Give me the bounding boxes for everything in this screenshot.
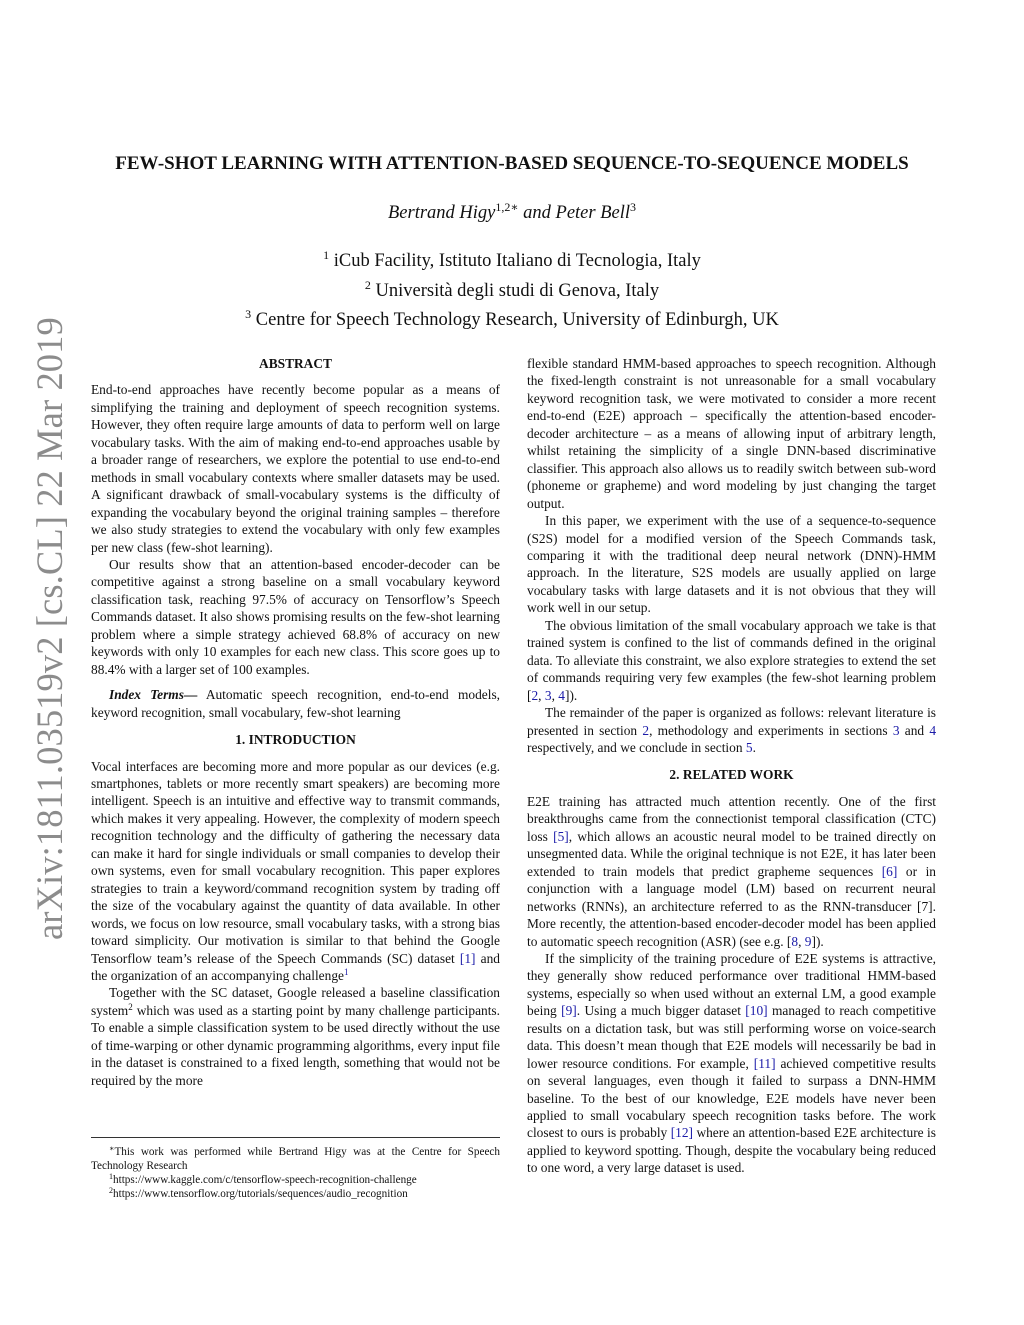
related-p1-text-c: or in conjunction with a language model (LM) based on recurrent neural networks (RNNs), an architecture referred to as the RNN-transducer (527, 863, 936, 914)
intro-p2-text-a: Together with the SC dataset, Google released a baseline classification system (91, 985, 500, 1018)
intro-p6-text-b: , methodology and experiments in sections (649, 722, 893, 738)
separator: , (538, 687, 545, 703)
citation-link[interactable]: [10] (745, 1003, 768, 1019)
intro-p6-text-c: and (899, 722, 930, 738)
section-link[interactable]: 2 (642, 722, 650, 738)
affiliations (0, 244, 1024, 333)
footnote-mark: 2 (128, 1001, 133, 1012)
intro-paragraph-4: In this paper, we experiment with the use of a sequence-to-sequence (S2S) model for a modified version of the Speech Commands task, comparing it with the traditional deep neural network (DNN)-HMM approach. In the literature, S2S models are usually applied on large vocabulary tasks with large datasets and it is not obvious that they will work well in our setup. (527, 513, 936, 616)
related-work-heading: 2. RELATED WORK (669, 767, 794, 783)
author-bell-marks: 3 (630, 200, 637, 214)
citation-link[interactable]: [5] (553, 828, 569, 844)
paper-title: FEW-SHOT LEARNING WITH ATTENTION-BASED SEQUENCE-TO-SEQUENCE MODELS (115, 153, 909, 174)
affiliation-2-text: Università degli studi di Genova, Italy (370, 280, 660, 301)
affiliation-1-mark: 1 (323, 248, 330, 262)
intro-p5-text-a: The obvious limitation of the small vocabulary approach we take is that trained system is confined to the list of commands defined in the original data. To alleviate this constraint, we also explore strategies to extend the set of commands requiring very few examples (the few-shot learning problem [ (527, 617, 936, 703)
intro-p1-text-a: Vocal interfaces are becoming more and more popular as our devices (e.g. smartphones, tablets or more recently smart speakers) are becoming more intelligent. Speech is an intuitive and effective way to transmit commands, which makes it very appealing. However, the complexity of modern speech recognition technology and the difficulty of gathering the necessary data can make it hard for single individuals or small companies to develop their own systems, even for small vocabulary recognition. This paper explores strategies to train a keyword/command recognition system by trading off the size of the vocabulary against the quantity of data available. In other words, we focus on low resource, small vocabulary tasks, with a strong bias toward simplicity. Our motivation is similar to that behind the Google Tensorflow team’s release of the Speech Commands (SC) dataset (91, 758, 500, 966)
footnotes (91, 1137, 500, 1201)
intro-p6-text-a: The remainder of the paper is organized as follows: relevant literature is presented in section (527, 705, 936, 738)
related-p2-text-e: where an attention-based E2E architecture is applied to keyword spotting. Though, despite the vocabulary being reduced to one word, a very large dataset is used. (527, 1125, 936, 1176)
left-column (91, 355, 500, 1089)
affiliation-1 (0, 244, 1024, 274)
citation-link[interactable]: 3 (544, 687, 552, 703)
intro-p5-text-b: ]). (564, 687, 578, 703)
section-link[interactable]: 5 (745, 739, 753, 755)
related-p1-text-a: E2E training has attracted much attention recently. One of the first breakthroughs came from the connectionist temporal classification (CTC) loss (527, 793, 936, 844)
footnote-1-url[interactable]: https://www.kaggle.com/c/tensorflow-speech-recognition-challenge (113, 1174, 417, 1186)
author-bell: Peter Bell (555, 203, 631, 223)
affiliation-3 (0, 303, 1024, 333)
author-line (0, 200, 1024, 224)
affiliation-2 (0, 274, 1024, 304)
citation-link[interactable]: 4 (558, 687, 565, 703)
citation-link[interactable]: 9 (804, 933, 812, 949)
right-column (527, 355, 936, 1177)
affiliation-3-text: Centre for Speech Technology Research, University of Edinburgh, UK (251, 310, 779, 330)
author-conjunction: and (518, 203, 556, 223)
related-p1-text-b: , which allows an acoustic neural model to be trained directly on unsegmented data. While the original technique is not E2E, it has later been extended to train models that predict grapheme sequences (527, 828, 936, 879)
related-p2-text-d: achieved competitive results on several languages, even though it failed to surpass a DNN-HMM baseline. To the best of our knowledge, E2E models have never been applied to small vocabulary speech recognition tasks before. The work closest to ours is probably (527, 1055, 936, 1141)
affiliation-1-text: iCub Facility, Istituto Italiano di Tecnologia, Italy (329, 251, 701, 271)
related-paragraph-1 (527, 793, 936, 950)
citation-link[interactable]: 2 (531, 687, 539, 703)
related-p2-text-c: managed to reach competitive results on a dictation task, but was still performing worse on voice-search data. This doesn’t mean though that E2E models will necessarily be bad in lower resource conditions. For example, (527, 1003, 936, 1071)
affiliation-2-mark: 2 (364, 277, 371, 292)
author-higy-marks: 1,2∗ (495, 200, 519, 214)
section-link[interactable]: 3 (892, 722, 900, 738)
footnote-star-text: This work was performed while Bertrand Higy was at the Centre for Speech Technology Research (91, 1146, 500, 1172)
abstract-paragraph-2: Our results show that an attention-based encoder-decoder can be competitive against a strong baseline on a small vocabulary keyword classification task, reaching 97.5% of accuracy on Tensorflow’s Speech Commands dataset. It also shows promising results on the few-shot learning problem where a simple strategy achieved 68.8% of accuracy on new keywords with only 10 examples for each new class. This score goes up to 88.4% with a larger set of 100 examples. (91, 556, 500, 677)
footnote-link[interactable]: 1 (343, 966, 349, 977)
citation-link[interactable]: [11] (753, 1055, 776, 1071)
intro-p6-text-d: respectively, and we conclude in section (527, 739, 746, 755)
intro-paragraph-1 (91, 758, 500, 985)
abstract-heading: ABSTRACT (259, 356, 332, 371)
author-higy: Bertrand Higy (387, 203, 496, 223)
index-terms-text: Automatic speech recognition, end-to-end models, keyword recognition, small vocabulary, few-shot learning (91, 687, 500, 720)
related-p2-text-a: If the simplicity of the training procedure of E2E systems is attractive, they generally show reduced performance over traditional HMM-based systems, especially so when used without an external LM, a good example being (527, 950, 936, 1019)
intro-p1-text-b: and the organization of an accompanying challenge (91, 950, 500, 983)
intro-p6-text-e: . (752, 739, 756, 755)
index-terms-label: Index Terms— (109, 687, 198, 703)
intro-paragraph-5 (527, 617, 936, 704)
related-p1-text-f: ]). (811, 933, 824, 949)
related-paragraph-2 (527, 950, 936, 1177)
footnote-2-mark: 2 (109, 1186, 113, 1195)
citation-link[interactable]: 8 (791, 933, 799, 949)
footnote-star-mark: ∗ (109, 1144, 115, 1153)
separator: , (551, 687, 559, 703)
introduction-heading: 1. INTRODUCTION (235, 732, 356, 748)
intro-paragraph-2 (91, 984, 500, 1089)
separator: , (798, 933, 805, 949)
abstract-paragraph-1: End-to-end approaches have recently become popular as a means of simplifying the training and deployment of speech recognition systems. However, they often require large amounts of data to perform well on large vocabulary tasks. With the aim of making end-to-end approaches usable by a broader range of researchers, we explore the potential to use end-to-end methods in small vocabulary contexts where smaller datasets may be used. A significant drawback of small-vocabulary systems is the difficulty of expanding the vocabulary beyond the original training samples – therefore we also study strategies to extend the vocabulary with only few examples per new class (few-shot learning). (91, 382, 500, 555)
section-link[interactable]: 4 (929, 722, 937, 738)
affiliation-3-mark: 3 (245, 307, 252, 321)
related-p1-text-d: . More recently, the attention-based encoder-decoder model has been applied to automatic speech recognition (ASR) (see e.g. [ (527, 898, 936, 949)
footnote-2 (91, 1187, 500, 1201)
footnote-1-mark: 1 (109, 1172, 113, 1181)
index-terms (91, 686, 500, 721)
citation-link[interactable]: [1] (459, 950, 476, 966)
citation-link[interactable]: [6] (881, 863, 898, 879)
footnote-1 (91, 1173, 500, 1187)
intro-p2-text-b: which was used as a starting point by many challenge participants. To enable a simple classification system to be used directly without the use of time-warping or other dynamic programming algorithms, every input file in the dataset is constrained to a fixed length, something that would not be required by the more (91, 1002, 500, 1088)
intro-paragraph-3: flexible standard HMM-based approaches to speech recognition. Although the fixed-length constraint is not unreasonable for a small vocabulary keyword recognition task, we were motivated to consider a more recent end-to-end (E2E) approach – specifically the attention-based encoder-decoder architecture – as a means of allowing input of arbitrary length, whilst retaining the simplicity of a single DNN-based discriminative classifier. This approach also allows us to readily switch between sub-word (phoneme or grapheme) and word modeling by just changing the target output. (527, 356, 936, 511)
arxiv-identifier: arXiv:1811.03519v2 [cs.CL] 22 Mar 2019 (29, 317, 70, 940)
citation-link[interactable]: [12] (670, 1125, 693, 1141)
citation-text: [7] (917, 898, 933, 914)
intro-paragraph-6 (527, 704, 936, 756)
footnote-star (91, 1145, 500, 1173)
related-p2-text-b: . Using a much bigger dataset (576, 1003, 746, 1019)
citation-link[interactable]: [9] (561, 1003, 577, 1019)
footnote-2-url[interactable]: https://www.tensorflow.org/tutorials/sequences/audio_recognition (113, 1188, 408, 1200)
